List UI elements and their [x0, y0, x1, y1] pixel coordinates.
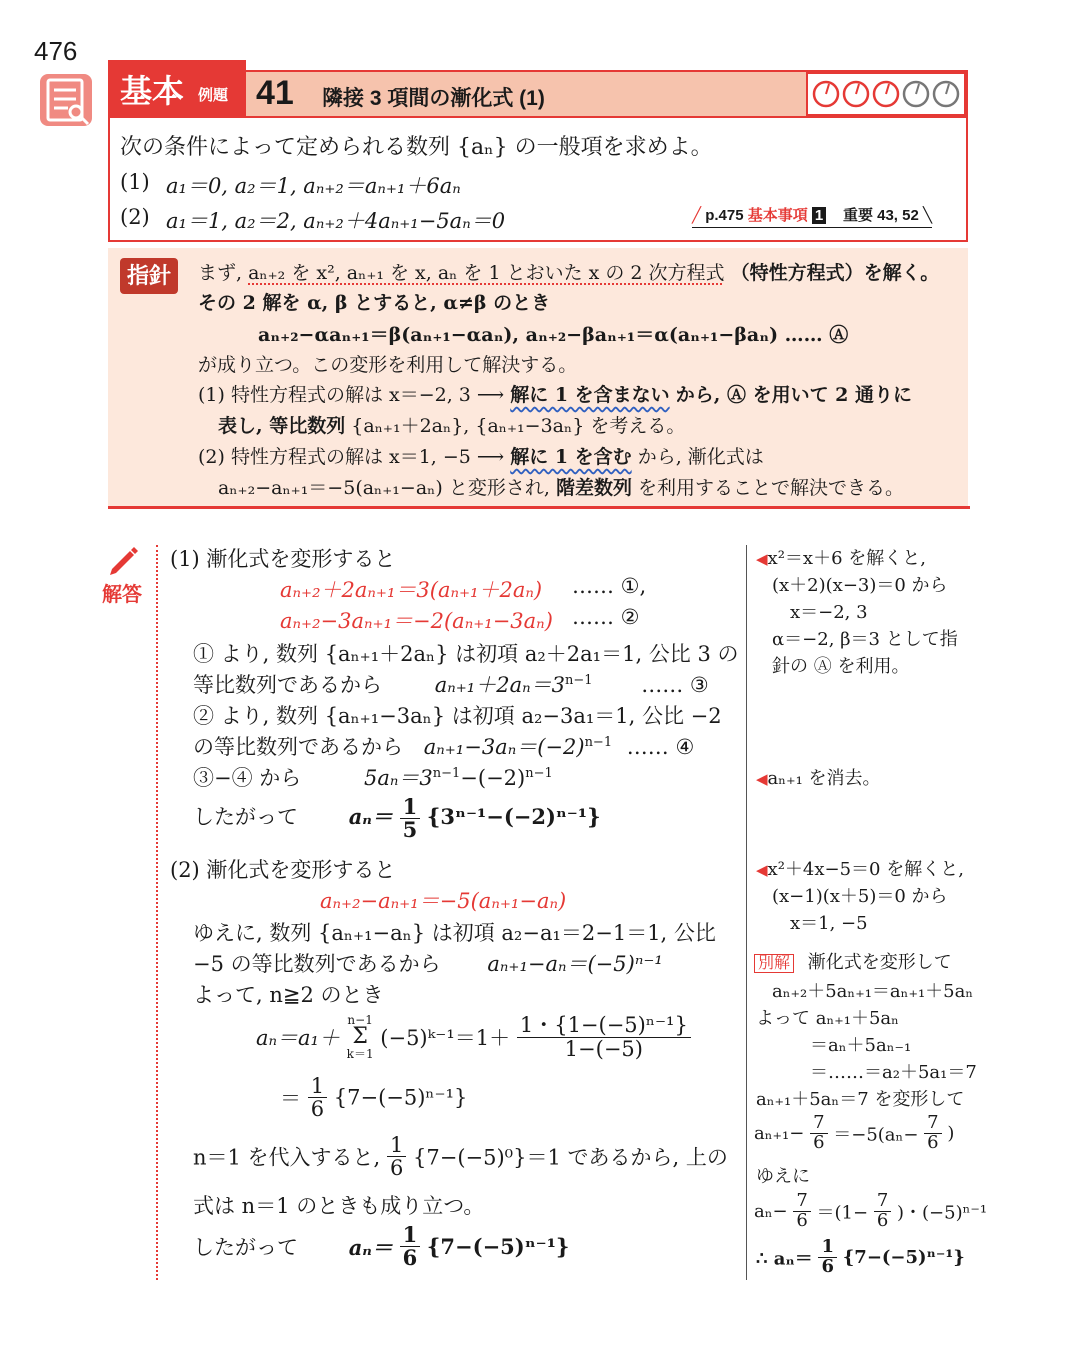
- numerator: 1: [400, 796, 421, 819]
- text: の等比数列であるから: [193, 735, 403, 759]
- side-note-1c: x＝−2, 3: [790, 602, 868, 623]
- denominator: 6: [402, 1245, 418, 1271]
- fraction: [400, 1224, 421, 1269]
- alt-line-e: ＝……＝a₂＋5a₁＝7: [810, 1062, 977, 1083]
- p1-eq2: aₙ₊₂−3aₙ₊₁＝−2(aₙ₊₁−3aₙ): [280, 609, 553, 633]
- numerator: 7: [810, 1114, 827, 1134]
- p2-line-3: よって, n≧2 のとき: [193, 983, 384, 1007]
- numerator: 1・{1−(−5)ⁿ⁻¹}: [517, 1014, 691, 1037]
- ref-important: 重要 43, 52: [842, 207, 919, 224]
- hint-text: 表し, 等比数列: [218, 415, 346, 437]
- hint-text: （特性方程式）を解く。: [730, 262, 940, 284]
- hint-text: (2) 特性方程式の解は x＝1, −5 ⟶: [198, 446, 505, 468]
- p2-heading: (2) 漸化式を変形すると: [170, 858, 396, 882]
- kihon-label: 基本: [120, 73, 185, 109]
- alt-solution-head: [754, 948, 952, 974]
- p2-sum-line: [256, 1014, 691, 1060]
- denominator: 6: [876, 1209, 889, 1231]
- fraction: [387, 1134, 406, 1179]
- p1-eq2-tag: …… ②: [572, 605, 640, 629]
- ref-slash-icon: ╱: [692, 207, 702, 224]
- p1-line-4: [193, 731, 694, 761]
- hint-text: から, 漸化式は: [637, 446, 764, 468]
- page-number: 476: [34, 36, 78, 66]
- math: aₙ₊₁−3aₙ＝(−2): [423, 735, 585, 759]
- difficulty-clock-empty-icon: [904, 82, 928, 106]
- answer-divider: [156, 545, 158, 1280]
- hint-line-2: その 2 解を α, β とすると, α≠β のとき: [198, 292, 551, 314]
- fraction: [400, 796, 421, 841]
- ref-kihon: 基本事項: [747, 207, 808, 224]
- difficulty-clock-filled-icon: [874, 82, 898, 106]
- alt-line-b: aₙ₊₂＋5aₙ₊₁＝aₙ₊₁＋5aₙ: [772, 981, 974, 1002]
- numerator: 7: [874, 1192, 891, 1212]
- tag: …… ④: [626, 735, 695, 759]
- problem-statement: 次の条件によって定められる数列 {aₙ} の一般項を求めよ。: [120, 135, 713, 160]
- math: )・(−5)ⁿ⁻¹: [897, 1202, 988, 1224]
- difficulty-clock-filled-icon: [814, 82, 838, 106]
- denominator: 6: [821, 1255, 834, 1277]
- p1-line-5: [193, 762, 553, 792]
- hint-line-3: aₙ₊₂−αaₙ₊₁＝β(aₙ₊₁−αaₙ), aₙ₊₂−βaₙ₊₁＝α(aₙ₊₁−βaₙ) …… Ⓐ: [258, 324, 849, 346]
- side-note-3b: (x−1)(x＋5)＝0 から: [772, 886, 948, 907]
- difficulty-icons: [808, 74, 964, 114]
- kihon-tab: [108, 60, 246, 118]
- fraction: [874, 1192, 891, 1231]
- p1-eq1: aₙ₊₂＋2aₙ₊₁＝3(aₙ₊₁＋2aₙ): [280, 578, 543, 602]
- hint-text: から, Ⓐ を用いて 2 通りに: [675, 384, 913, 406]
- ref-page: p.475: [705, 207, 744, 224]
- ref-num: 1: [812, 207, 826, 224]
- numerator: 1: [308, 1075, 327, 1098]
- answer-label: 解答: [102, 584, 142, 606]
- p1-line-1: ① より, 数列 {aₙ₊₁＋2aₙ} は初項 a₂＋2a₁＝1, 公比 3 の: [193, 642, 739, 666]
- hint-badge: 指針: [120, 258, 178, 294]
- difficulty-clock-empty-icon: [934, 82, 958, 106]
- hint-text: まず,: [198, 262, 243, 284]
- p1-line-3: ② より, 数列 {aₙ₊₁−3aₙ} は初項 a₂−3a₁＝1, 公比 −2: [193, 704, 722, 728]
- difficulty-clock-filled-icon: [844, 82, 868, 106]
- hint-emphasis: 解に 1 を含まない: [510, 384, 670, 406]
- math: aₙ₊₁＋2aₙ＝3: [434, 673, 565, 697]
- text: x²＋4x−5＝0 を解くと,: [767, 859, 964, 880]
- part2-label: (2): [120, 205, 150, 229]
- math: {3ⁿ⁻¹−(−2)ⁿ⁻¹}: [426, 804, 601, 830]
- math: aₙ₊₁−: [754, 1122, 805, 1144]
- denominator: 6: [389, 1156, 404, 1181]
- math: aₙ＝: [348, 1234, 393, 1260]
- fraction: [810, 1114, 827, 1153]
- fraction: [924, 1114, 941, 1153]
- text: 漸化式を変形して: [807, 952, 952, 973]
- hint-line-6: [218, 411, 685, 438]
- hint-line-7: [198, 442, 764, 469]
- reidai-label: 例題: [198, 87, 229, 104]
- text: −5 の等比数列であるから: [193, 952, 441, 976]
- math: {7−(−5)ⁿ⁻¹}: [842, 1246, 965, 1268]
- hint-emphasis: 解に 1 を含む: [510, 446, 632, 468]
- p2-sub-line-2: 式は n＝1 のときも成り立つ。: [193, 1194, 485, 1218]
- numerator: 1: [818, 1238, 837, 1258]
- text: n＝1 を代入すると,: [193, 1145, 381, 1170]
- alt-line-h: ゆえに: [756, 1166, 810, 1187]
- triangle-left-icon: ◀: [756, 861, 768, 879]
- p1-eq1-tag: …… ①,: [572, 574, 647, 598]
- side-note-2: [756, 764, 881, 790]
- alt-line-f: aₙ₊₁＋5aₙ＝7 を変形して: [756, 1089, 965, 1110]
- sum-upper: n−1: [347, 1013, 373, 1027]
- math: aₙ−: [754, 1200, 788, 1222]
- numerator: 1: [400, 1224, 421, 1247]
- denominator: 6: [310, 1097, 325, 1122]
- text: x²＝x＋6 を解くと,: [767, 548, 926, 569]
- hint-text: {aₙ₊₁＋2aₙ}, {aₙ₊₁−3aₙ} を考える。: [351, 415, 686, 437]
- side-note-1e: 針の Ⓐ を利用。: [772, 656, 910, 677]
- math: (−5)ᵏ⁻¹＝1＋: [380, 1026, 511, 1050]
- text: 等比数列であるから: [193, 673, 382, 697]
- pencil-icon: [106, 543, 140, 577]
- math: aₙ₊₁−aₙ＝(−5)ⁿ⁻¹: [487, 952, 663, 976]
- side-divider: [746, 545, 747, 1280]
- tag: …… ③: [641, 673, 709, 697]
- hint-line-4: が成り立つ。この変形を利用して解決する。: [198, 354, 578, 376]
- p2-sub-line: [193, 1134, 728, 1179]
- difficulty-rating: [806, 72, 966, 116]
- math: aₙ＝a₁＋: [256, 1026, 340, 1050]
- side-note-1b: (x＋2)(x−3)＝0 から: [772, 575, 948, 596]
- sum-symbol: Σ: [352, 1024, 368, 1049]
- part1-conditions: a₁＝0, a₂＝1, aₙ₊₂＝aₙ₊₁＋6aₙ: [166, 174, 461, 198]
- math: ＝(1−: [816, 1202, 869, 1224]
- math: −(−2): [460, 766, 526, 790]
- exercise-icon: [38, 72, 94, 128]
- ref-backslash-icon: ╲: [922, 207, 933, 224]
- numerator: 7: [924, 1114, 941, 1134]
- reference-links: [692, 204, 932, 228]
- math: {7−(−5)ⁿ⁻¹}: [426, 1234, 570, 1260]
- p1-heading: (1) 漸化式を変形すると: [170, 547, 396, 571]
- math: 5aₙ＝3: [363, 766, 433, 790]
- math: ＝−5(aₙ−: [833, 1124, 919, 1146]
- denominator: 6: [927, 1131, 939, 1153]
- text: したがって: [193, 1235, 298, 1260]
- denominator: 6: [796, 1209, 808, 1231]
- betsukai-badge: 別解: [754, 954, 794, 973]
- denominator: 5: [402, 817, 418, 843]
- part1-label: (1): [120, 170, 150, 194]
- p2-line-2: [193, 948, 663, 978]
- p1-answer: [193, 796, 601, 841]
- side-note-1d: α＝−2, β＝3 として指: [772, 629, 958, 650]
- hint-emphasis: 階差数列: [555, 477, 632, 499]
- triangle-left-icon: ◀: [756, 550, 768, 568]
- sum-lower: k＝1: [346, 1047, 374, 1061]
- math: ∴ aₙ＝: [756, 1248, 813, 1270]
- hint-text: aₙ₊₂ を x², aₙ₊₁ を x, aₙ を 1 とおいた x の 2 次方程式: [248, 262, 725, 284]
- p2-eq: aₙ₊₂−aₙ₊₁＝−5(aₙ₊₁−aₙ): [320, 889, 567, 913]
- hint-text: を利用することで解決できる。: [638, 477, 905, 499]
- p1-line-2: [193, 669, 709, 699]
- side-note-3c: x＝1, −5: [790, 913, 868, 934]
- fraction: [308, 1075, 327, 1120]
- exponent: n−1: [584, 735, 613, 750]
- numerator: 1: [387, 1134, 406, 1157]
- fraction: [793, 1192, 810, 1231]
- alt-line-g: [754, 1114, 954, 1153]
- side-note-1: [756, 544, 926, 570]
- problem-number: 41: [256, 74, 294, 112]
- exponent: n−1: [432, 766, 461, 781]
- math: {7−(−5)ⁿ⁻¹}: [333, 1085, 468, 1110]
- alt-line-c: よって aₙ₊₁＋5aₙ: [756, 1008, 899, 1029]
- alt-line-d: ＝aₙ＋5aₙ₋₁: [810, 1035, 912, 1056]
- fraction: [517, 1014, 691, 1059]
- fraction: [818, 1238, 837, 1277]
- text: {7−(−5)⁰}＝1 であるから, 上の: [413, 1145, 728, 1170]
- numerator: 7: [793, 1192, 810, 1212]
- math: ): [947, 1122, 955, 1144]
- hint-text: (1) 特性方程式の解は x＝−2, 3 ⟶: [198, 384, 505, 406]
- text: aₙ₊₁ を消去。: [767, 768, 881, 789]
- text: したがって: [193, 805, 298, 830]
- denominator: 1−(−5): [564, 1036, 643, 1061]
- math: aₙ＝: [348, 804, 393, 830]
- side-note-3: [756, 855, 964, 881]
- p2-answer: [193, 1224, 569, 1269]
- text: ③−④ から: [193, 766, 302, 790]
- hint-line-8: [218, 473, 904, 500]
- part2-conditions: a₁＝1, a₂＝2, aₙ₊₂＋4aₙ₊₁−5aₙ＝0: [166, 209, 506, 233]
- sigma: [347, 1014, 374, 1060]
- exponent: n−1: [525, 766, 553, 781]
- alt-line-i: [754, 1192, 987, 1231]
- denominator: 6: [813, 1131, 825, 1153]
- exponent: n−1: [564, 673, 593, 688]
- hint-line-5: [198, 380, 912, 407]
- p2-line-1: ゆえに, 数列 {aₙ₊₁−aₙ} は初項 a₂−a₁＝2−1＝1, 公比: [193, 921, 716, 945]
- p2-eq2-line: [280, 1075, 467, 1120]
- hint-divider: [108, 506, 970, 509]
- math: ＝: [280, 1086, 301, 1111]
- problem-title: 隣接 3 項間の漸化式 (1): [322, 87, 545, 110]
- triangle-left-icon: ◀: [756, 770, 768, 788]
- alt-line-j: [756, 1238, 965, 1277]
- hint-line-1: [198, 258, 939, 285]
- hint-text: aₙ₊₂−aₙ₊₁＝−5(aₙ₊₁−aₙ) と変形され,: [218, 477, 550, 499]
